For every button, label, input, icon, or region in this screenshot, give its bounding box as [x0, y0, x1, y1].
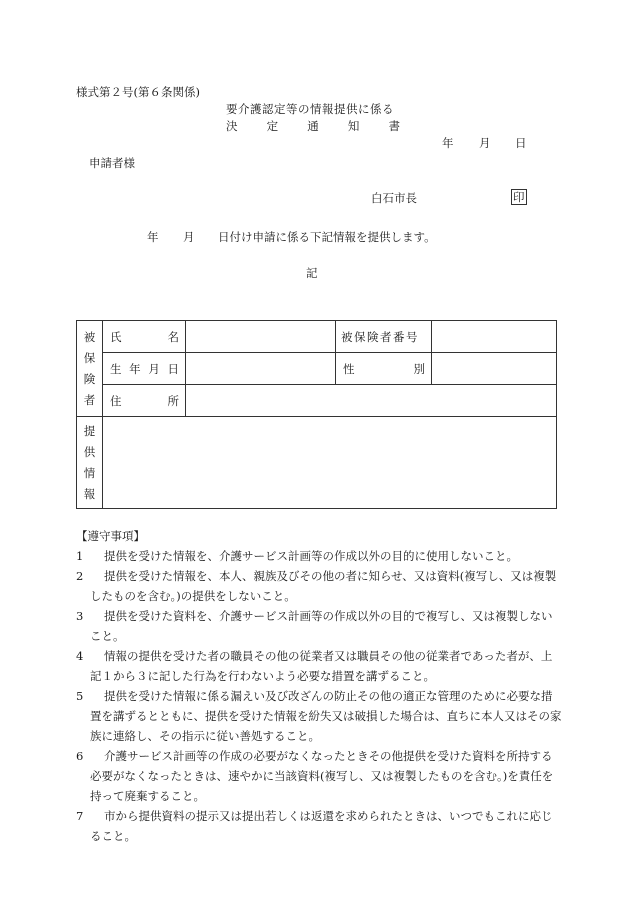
- birthdate-label-char: 月: [148, 361, 160, 376]
- name-label-char: 名: [167, 329, 179, 344]
- title-char: 定: [266, 119, 279, 133]
- insured-number-value[interactable]: [432, 321, 557, 353]
- form-number: 様式第２号(第６条関係): [76, 85, 200, 99]
- rule-item: [76, 806, 562, 846]
- date-day: 日: [515, 136, 527, 150]
- address-label-char: 住: [110, 393, 122, 408]
- insured-header-label: 被保険者: [83, 329, 96, 407]
- rules-title: 【遵守事項】: [76, 529, 145, 543]
- body-text: 日付け申請に係る下記情報を提供します。: [218, 230, 436, 244]
- document-title-line1: 要介護認定等の情報提供に係る: [226, 102, 394, 116]
- rule-number: 4: [76, 649, 84, 663]
- birthdate-label-char: 生: [110, 361, 122, 376]
- issuer: 白石市長: [371, 191, 417, 205]
- insured-header: [77, 321, 103, 417]
- seal-mark: [511, 189, 527, 205]
- gender-value[interactable]: [432, 353, 557, 385]
- rule-number: 1: [76, 549, 84, 563]
- rule-number: 6: [76, 749, 84, 763]
- body-year: 年: [147, 230, 159, 244]
- name-value[interactable]: [186, 321, 336, 353]
- birthdate-label-char: 日: [167, 361, 179, 376]
- title-char: 決: [226, 119, 238, 133]
- info-value[interactable]: [103, 417, 557, 509]
- info-header-label: 提供情報: [83, 423, 96, 501]
- rule-text: 提供を受けた情報を、本人、親族及びその他の者に知らせ、又は資料(複写し、又は複製したものを含む。)の提供をしないこと。: [90, 569, 557, 603]
- rules-section: [76, 526, 562, 846]
- rule-text: 提供を受けた情報に係る漏えい及び改ざんの防止その他の適正な管理のために必要な措置を講ずるとともに、提供を受けた情報を紛失又は破損した場合は、直ちに本人又はその家族に連絡し、その指示に従い善処すること。: [90, 689, 562, 743]
- gender-label-char: 性: [343, 361, 355, 376]
- date-year: 年: [442, 136, 454, 150]
- rule-item: [76, 606, 562, 646]
- info-table: [76, 320, 557, 509]
- body-month: 月: [183, 230, 195, 244]
- title-char: 知: [347, 119, 360, 133]
- rule-text: 提供を受けた資料を、介護サービス計画等の作成以外の目的で複写し、又は複製しないこと。: [90, 609, 553, 643]
- rule-item: [76, 686, 562, 746]
- document-title-line2: [226, 118, 400, 134]
- rule-number: 2: [76, 569, 84, 583]
- rule-item: [76, 566, 562, 606]
- name-label: [103, 321, 186, 353]
- rule-item: [76, 646, 562, 686]
- rule-item: [76, 546, 562, 566]
- gender-label: [336, 353, 432, 385]
- rule-number: 5: [76, 689, 84, 703]
- date-month: 月: [479, 136, 491, 150]
- rule-number: 7: [76, 809, 84, 823]
- birthdate-label: [103, 353, 186, 385]
- gender-label-char: 別: [413, 361, 425, 376]
- birthdate-value[interactable]: [186, 353, 336, 385]
- insured-number-label: 被保険者番号: [336, 321, 432, 353]
- addressee: 申請者様: [89, 156, 135, 170]
- name-label-char: 氏: [110, 329, 122, 344]
- rule-number: 3: [76, 609, 84, 623]
- rule-text: 介護サービス計画等の作成の必要がなくなったときその他提供を受けた資料を所持する必要がなくなったときは、速やかに当該資料(複写し、又は複製したものを含む。)を責任を持って廃棄すること。: [90, 749, 554, 803]
- ki-label: 記: [306, 266, 318, 280]
- title-char: 通: [307, 119, 319, 133]
- title-char: 書: [388, 119, 400, 133]
- rule-text: 情報の提供を受けた者の職員その他の従業者又は職員その他の従業者であった者が、上記１から３に記した行為を行わないよう必要な措置を講ずること。: [90, 649, 553, 683]
- seal-icon: 印: [513, 190, 525, 204]
- address-label-char: 所: [167, 393, 179, 408]
- birthdate-label-char: 年: [129, 361, 141, 376]
- rule-text: 提供を受けた情報を、介護サービス計画等の作成以外の目的に使用しないこと。: [104, 549, 518, 563]
- rule-text: 市から提供資料の提示又は提出若しくは返還を求められたときは、いつでもこれに応じること。: [90, 809, 553, 843]
- address-value[interactable]: [186, 385, 557, 417]
- info-header: [77, 417, 103, 509]
- address-label: [103, 385, 186, 417]
- rule-item: [76, 746, 562, 806]
